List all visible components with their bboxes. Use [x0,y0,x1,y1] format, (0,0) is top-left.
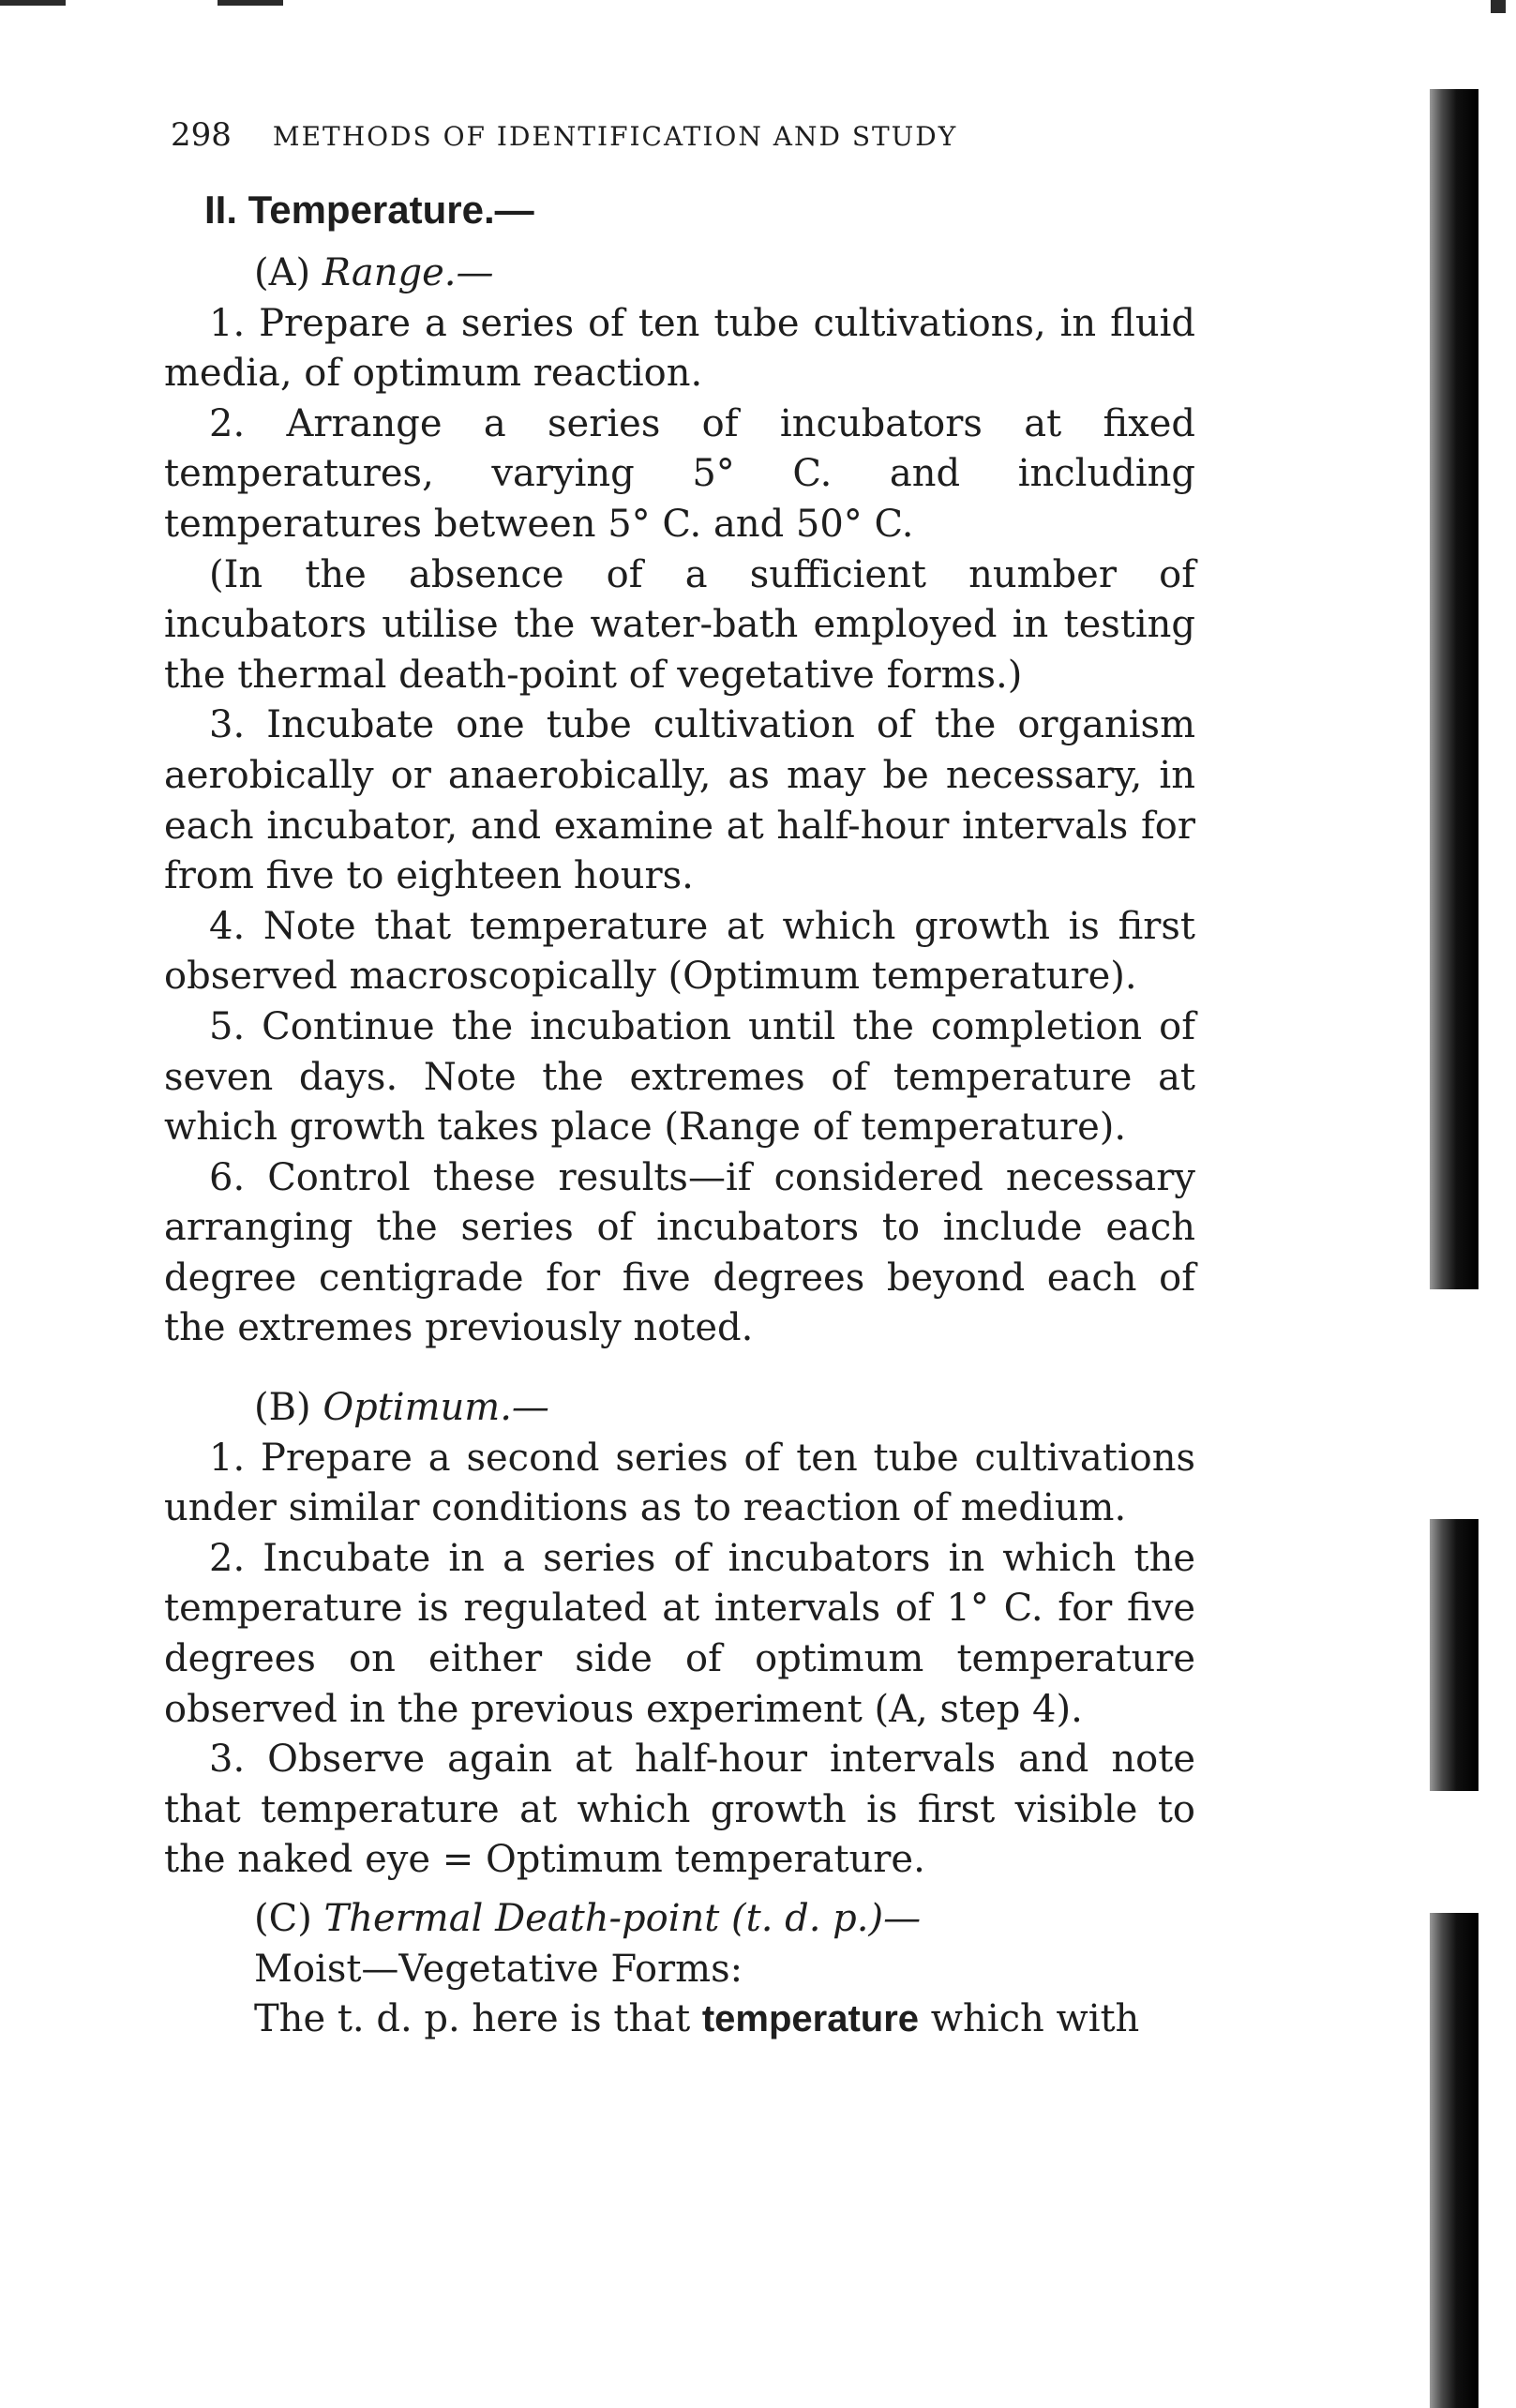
last-line: The t. d. p. here is that temperature which with [254,1997,1140,2041]
running-head [171,116,1202,154]
scan-edge-mark [1491,0,1506,13]
book-spine-shadow [1430,89,1478,2408]
section-title: II. Temperature.— [204,188,534,232]
paragraph: 4. Note that temperature at which growth is first observed macroscopically (Optimum temperature). [164,904,1195,999]
running-title: METHODS OF IDENTIFICATION AND STUDY [272,121,958,152]
spine-gap [1423,1289,1481,1519]
paragraph: (In the absence of a sufficient number of incubators utilise the water-bath employed in testing the thermal death-point of vegetative forms.) [164,552,1195,697]
paragraph: 1. Prepare a series of ten tube cultivations, in fluid media, of optimum reaction. [164,301,1195,396]
scan-edge-mark [0,0,66,6]
paragraph: 1. Prepare a second series of ten tube cultivations under similar conditions as to reaction of medium. [164,1436,1195,1530]
bold-term: temperature [701,1998,920,2040]
moist-line: Moist—Vegetative Forms: [254,1947,743,1991]
paragraph: 3. Incubate one tube cultivation of the organism aerobically or anaerobically, as may be necessary, in each incubator, and examine at half-hour intervals for from five to eighteen hours. [164,703,1195,898]
paragraph: 2. Incubate in a series of incubators in which the temperature is regulated at intervals of 1° C. for five degrees on either side of optimum temperature observed in the previous experiment (A, step 4). [164,1536,1195,1731]
page-number: 298 [171,116,232,154]
paragraph: 5. Continue the incubation until the completion of seven days. Note the extremes of temperature at which growth takes place (Range of temperature). [164,1004,1195,1150]
part-c-thermal-death-point [164,1894,1195,2045]
paragraph: 3. Observe again at half-hour intervals and note that temperature at which growth is first visible to the naked eye = Optimum temperature. [164,1738,1195,1882]
scan-edge-mark [218,0,283,6]
part-b-heading: (B) Optimum.— [254,1386,549,1429]
part-c-heading: (C) Thermal Death-point (t. d. p.)— [254,1897,922,1940]
part-a-heading: (A) Range.— [254,251,494,294]
paragraph: 6. Control these results—if considered necessary arranging the series of incubators to include each degree centigrade for five degrees beyond each of the extremes previously noted. [164,1155,1195,1350]
paragraph: 2. Arrange a series of incubators at fixed temperatures, varying 5° C. and including temperatures between 5° C. and 50° C. [164,401,1195,546]
part-b-optimum [164,1383,1195,1886]
spine-gap [1423,1791,1481,1913]
part-a-range [164,248,1195,1354]
